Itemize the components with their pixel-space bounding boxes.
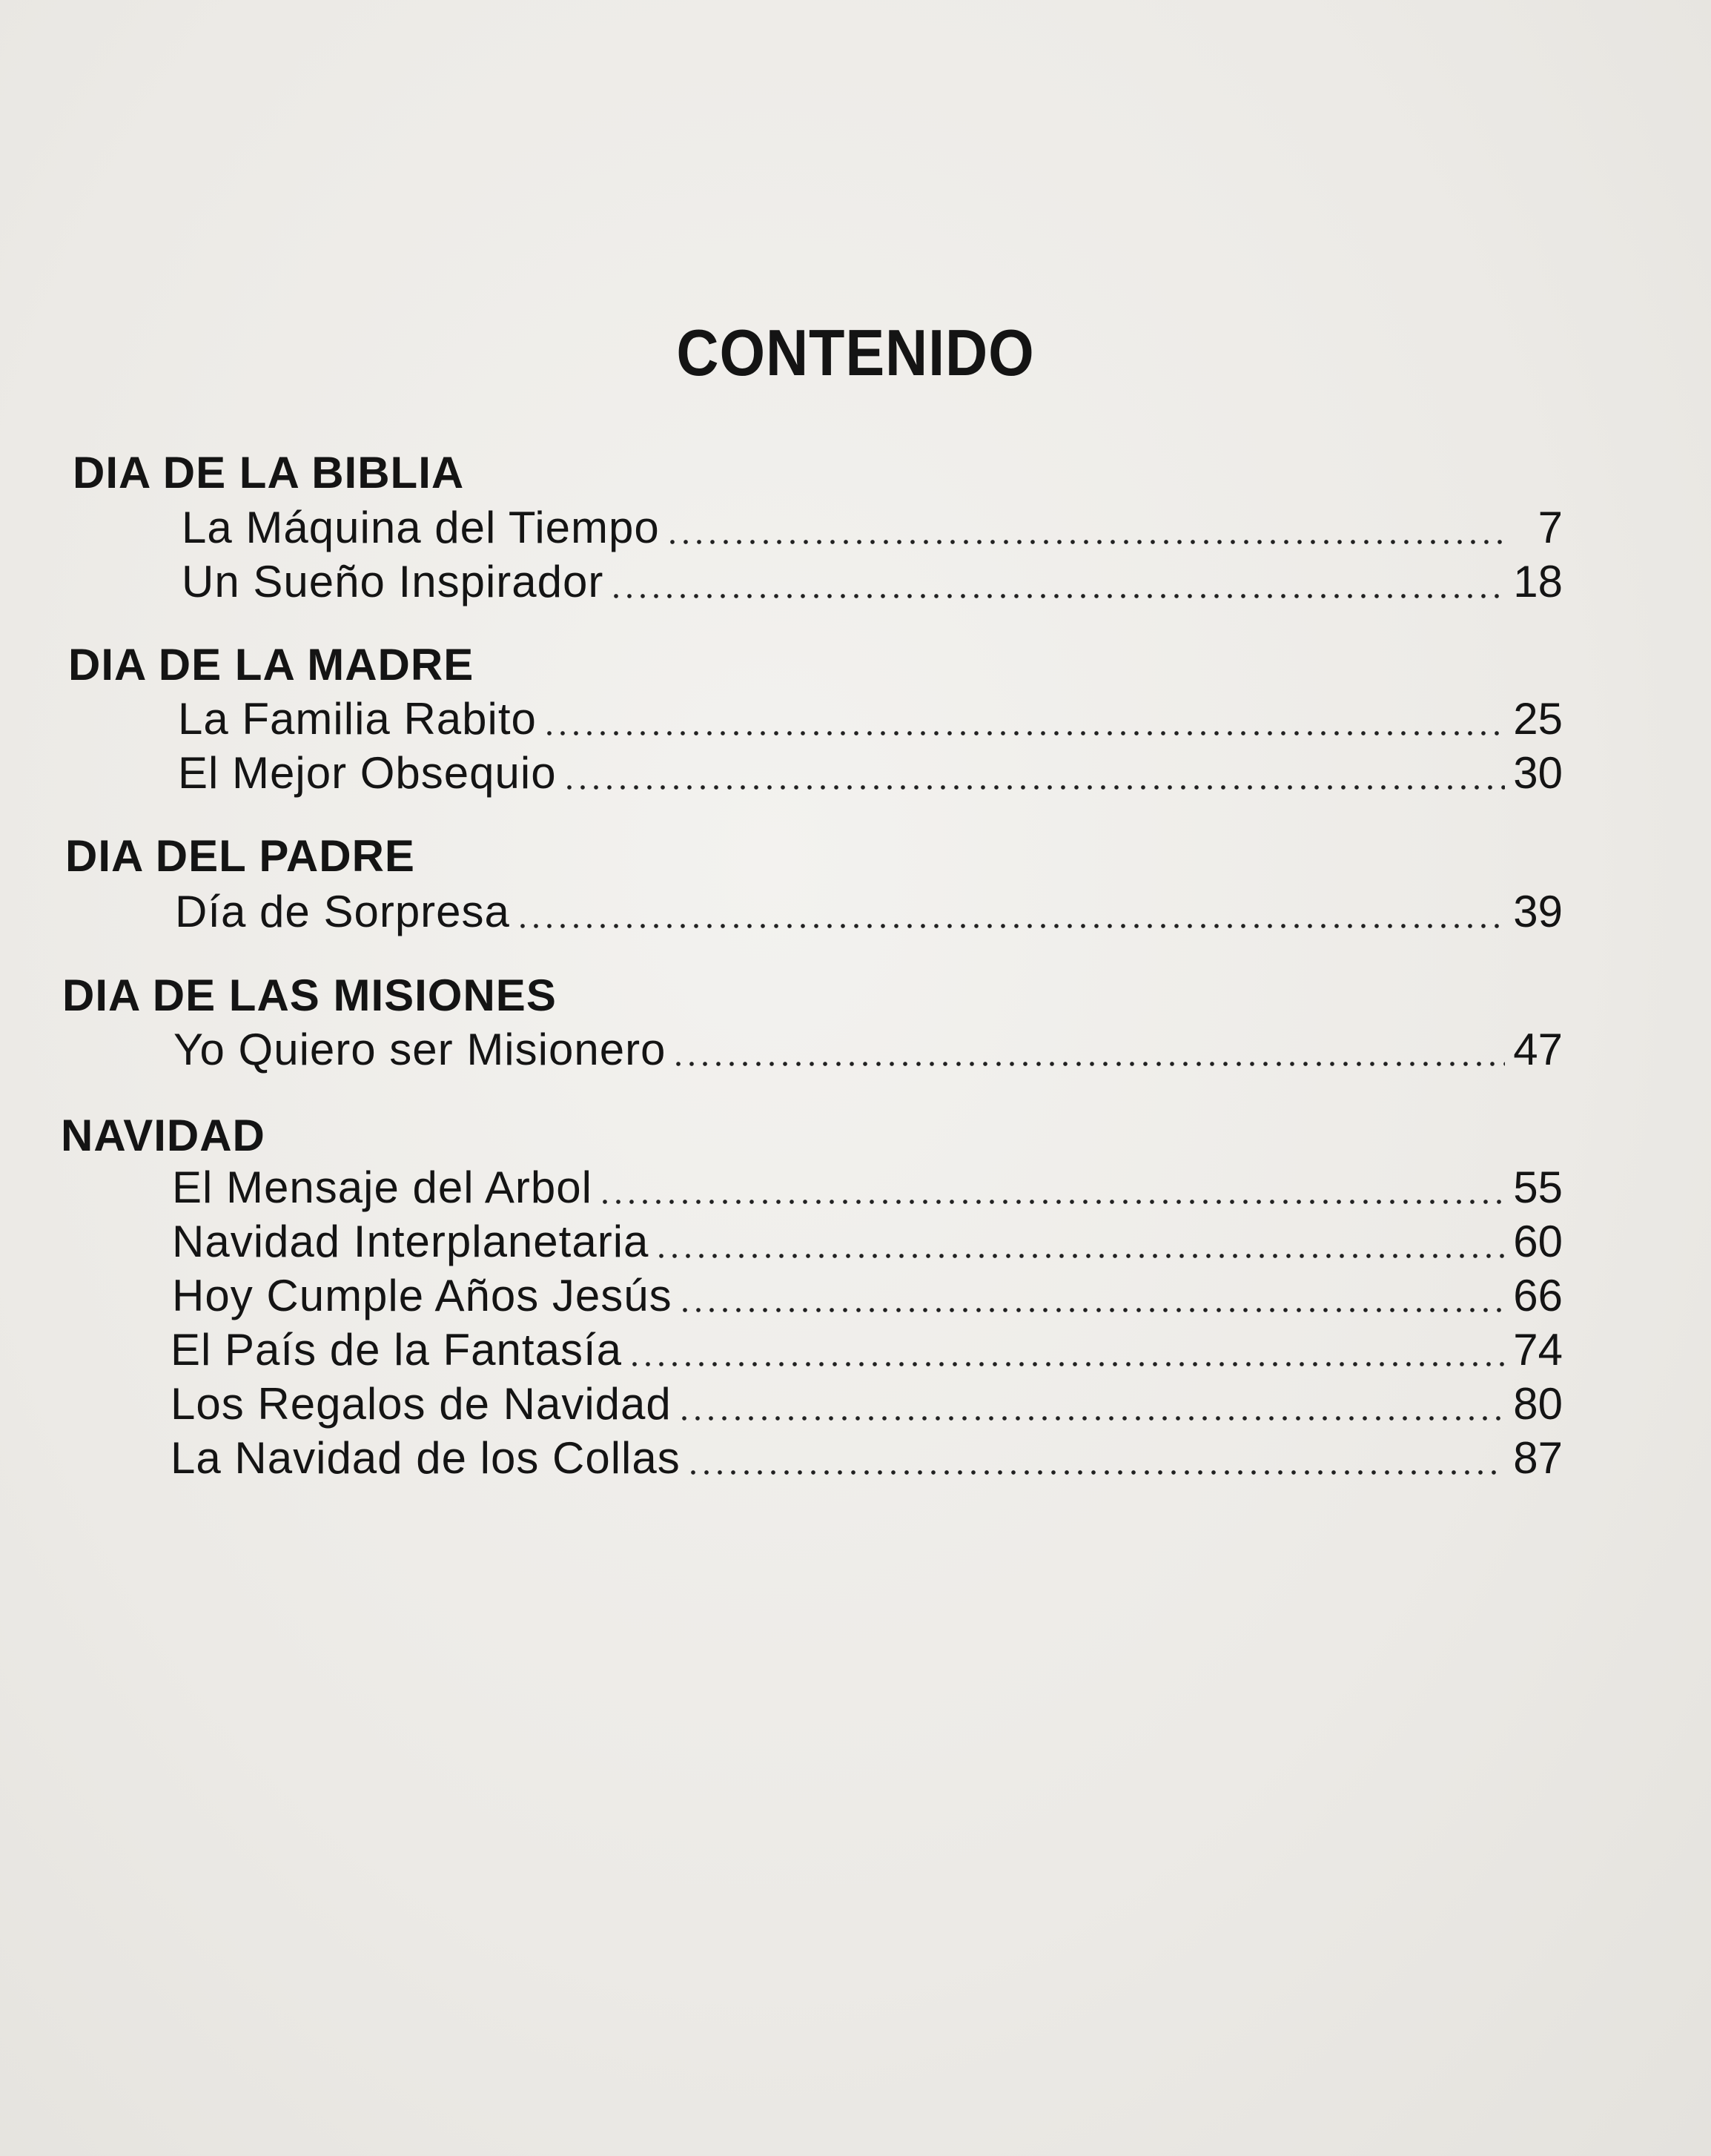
dot-leader: [628, 1362, 1505, 1366]
dot-leader: [543, 731, 1505, 735]
toc-entry-title: Hoy Cumple Años Jesús: [172, 1271, 672, 1320]
section-heading-dia-del-padre: DIA DEL PADRE: [65, 831, 415, 881]
dot-leader: [516, 924, 1505, 928]
toc-entry-page: 66: [1513, 1271, 1563, 1320]
section-heading-dia-de-la-madre: DIA DE LA MADRE: [68, 640, 474, 690]
toc-entry-title: Día de Sorpresa: [175, 887, 510, 936]
toc-entry-page: 30: [1513, 748, 1563, 798]
toc-entry-title: Yo Quiero ser Misionero: [173, 1025, 666, 1074]
section-heading-dia-de-la-biblia: DIA DE LA BIBLIA: [73, 448, 465, 497]
section-heading-navidad: NAVIDAD: [61, 1111, 265, 1160]
dot-leader: [655, 1254, 1505, 1258]
toc-entry-title: El Mejor Obsequio: [178, 748, 557, 798]
toc-entry-title: La Familia Rabito: [178, 694, 537, 744]
toc-entry-page: 25: [1513, 694, 1563, 744]
toc-entry-page: 18: [1513, 557, 1563, 606]
toc-entry: [182, 501, 1563, 555]
toc-entry-page: 55: [1513, 1163, 1563, 1212]
toc-entry-title: El País de la Fantasía: [171, 1325, 622, 1375]
toc-entry: [171, 1378, 1563, 1431]
toc-entry: [175, 885, 1563, 939]
toc-entry: [172, 1269, 1563, 1323]
toc-entry-page: 87: [1513, 1433, 1563, 1483]
toc-entry-title: La Navidad de los Collas: [171, 1433, 681, 1483]
toc-entry: [182, 555, 1563, 609]
toc-entry: [178, 747, 1563, 800]
dot-leader: [678, 1308, 1505, 1312]
dot-leader: [686, 1470, 1505, 1475]
dot-leader: [563, 785, 1505, 790]
toc-entry-title: La Máquina del Tiempo: [182, 503, 660, 552]
toc-entry: [178, 692, 1563, 746]
dot-leader: [598, 1200, 1505, 1204]
dot-leader: [609, 594, 1505, 598]
toc-entry: [173, 1023, 1563, 1077]
toc-entry: [172, 1161, 1563, 1214]
dot-leader: [672, 1062, 1505, 1066]
toc-entry-title: Un Sueño Inspirador: [182, 557, 604, 606]
toc-entry-title: El Mensaje del Arbol: [172, 1163, 592, 1212]
toc-entry-page: 39: [1513, 887, 1563, 936]
dot-leader: [678, 1416, 1505, 1421]
toc-entry-page: 7: [1538, 503, 1563, 552]
toc-entry-page: 80: [1513, 1379, 1563, 1429]
toc-entry-title: Navidad Interplanetaria: [172, 1217, 649, 1266]
toc-entry-title: Los Regalos de Navidad: [171, 1379, 672, 1429]
dot-leader: [666, 540, 1505, 544]
toc-entry-page: 74: [1513, 1325, 1563, 1375]
toc-entry-page: 47: [1513, 1025, 1563, 1074]
toc-entry-page: 60: [1513, 1217, 1563, 1266]
toc-entry: [171, 1432, 1563, 1485]
toc-entry: [171, 1323, 1563, 1377]
page-title: CONTENIDO: [676, 316, 1035, 389]
section-heading-dia-de-las-misiones: DIA DE LAS MISIONES: [62, 970, 557, 1020]
toc-entry: [172, 1215, 1563, 1269]
